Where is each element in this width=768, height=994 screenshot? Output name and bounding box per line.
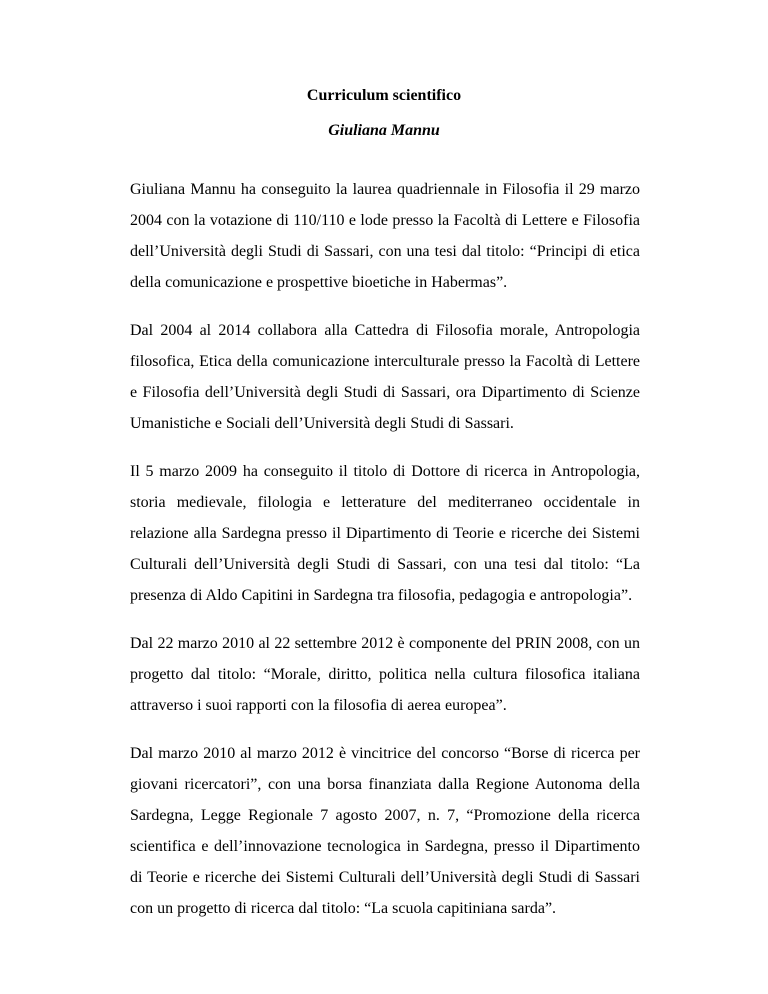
document-title: Curriculum scientifico [306,87,462,104]
paragraph-laurea: Giuliana Mannu ha conseguito la laurea quadriennale in Filosofia il 29 marzo 2004 con la votazione di 110/110 e lode presso la Facoltà di Lettere e Filosofia dell’Università degli Studi di Sassari, con una tesi dal titolo: “Principi di etica della comunicazione e prospettive bioetiche in Habermas”. [130,181,640,291]
paragraph-prin: Dal 22 marzo 2010 al 22 settembre 2012 è componente del PRIN 2008, con un progetto dal titolo: “Morale, diritto, politica nella cultura filosofica italiana attraverso i suoi rapporti con la filosofia di aerea europea”. [130,635,640,714]
document-body [130,174,640,941]
paragraph-dottorato: Il 5 marzo 2009 ha conseguito il titolo di Dottore di ricerca in Antropologia, storia medievale, filologia e letterature del mediterraneo occidentale in relazione alla Sardegna presso il Dipartimento di Teorie e ricerche dei Sistemi Culturali dell’Università degli Studi di Sassari, con una tesi dal titolo: “La presenza di Aldo Capitini in Sardegna tra filosofia, pedagogia e antropologia”. [130,463,640,604]
paragraph-cattedra: Dal 2004 al 2014 collabora alla Cattedra di Filosofia morale, Antropologia filosofica, Etica della comunicazione interculturale presso la Facoltà di Lettere e Filosofia dell’Università degli Studi di Sassari, ora Dipartimento di Scienze Umanistiche e Sociali dell’Università degli Studi di Sassari. [130,322,640,432]
paragraph-borsa: Dal marzo 2010 al marzo 2012 è vincitrice del concorso “Borse di ricerca per giovani ricercatori”, con una borsa finanziata dalla Regione Autonoma della Sardegna, Legge Regionale 7 agosto 2007, n. 7, “Promozione della ricerca scientifica e dell’innovazione tecnologica in Sardegna, presso il Dipartimento di Teorie e ricerche dei Sistemi Culturali dell’Università degli Studi di Sassari con un progetto di ricerca dal titolo: “La scuola capitiniana sarda”. [130,745,640,917]
author-name: Giuliana Mannu [328,122,440,139]
